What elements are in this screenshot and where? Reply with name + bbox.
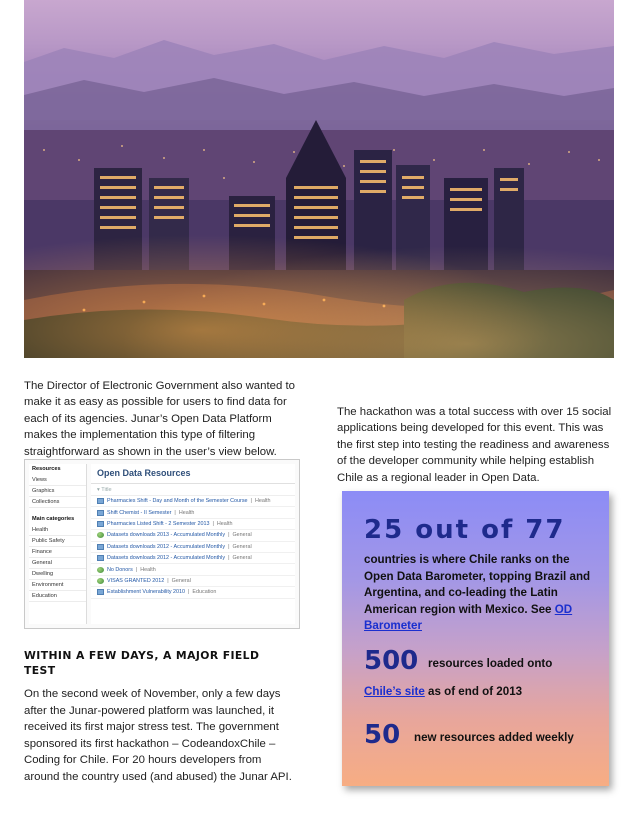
sidebar-heading-categories: Main categories xyxy=(32,516,75,522)
resource-separator: | xyxy=(167,577,169,584)
resource-row[interactable] xyxy=(91,564,295,575)
stat-resources-text: resources loaded onto xyxy=(428,657,553,670)
stats-callout-box xyxy=(342,491,609,786)
stat-resources-date: as of end of 2013 xyxy=(428,685,523,698)
resource-row[interactable] xyxy=(91,587,295,598)
resource-separator: | xyxy=(174,509,176,516)
section-heading-field-test: WITHIN A FEW DAYS, A MAJOR FIELD TEST xyxy=(24,649,260,677)
resource-row[interactable] xyxy=(91,553,295,564)
resource-category: Education xyxy=(192,589,217,596)
resource-rows xyxy=(91,496,295,599)
globe-icon xyxy=(97,532,104,538)
resource-category: Health xyxy=(216,520,233,527)
resource-category: Health xyxy=(254,498,271,505)
resource-title-link[interactable]: Datasets downloads 2013 - Accumulated Monthly xyxy=(107,532,226,539)
panel-title: Open Data Resources xyxy=(91,464,295,484)
sidebar-item-environment[interactable]: Environment xyxy=(29,580,86,591)
stat-weekly-text: new resources added weekly xyxy=(414,731,574,744)
sidebar-item-health[interactable]: Health xyxy=(29,525,86,536)
resource-row[interactable] xyxy=(91,530,295,541)
resource-row[interactable] xyxy=(91,496,295,507)
resource-title-link[interactable]: Datasets downloads 2012 - Accumulated Monthly xyxy=(107,555,226,562)
sidebar-item-views[interactable]: Views xyxy=(29,475,86,486)
resource-separator: | xyxy=(228,532,230,539)
sidebar-item-finance[interactable]: Finance xyxy=(29,547,86,558)
resource-title-link[interactable]: No Donors xyxy=(107,566,133,573)
resource-category: General xyxy=(232,532,252,539)
resource-category: Health xyxy=(178,509,195,516)
sidebar-item-education[interactable]: Education xyxy=(29,591,86,602)
globe-icon xyxy=(97,567,104,573)
stat-rank-number: 25 out of 77 xyxy=(364,515,566,545)
resources-list-panel xyxy=(91,464,295,624)
resource-row[interactable] xyxy=(91,576,295,587)
resource-title-link[interactable]: VISAS GRANTED 2012 xyxy=(107,577,165,584)
resource-title-link[interactable]: Datasets downloads 2012 - Accumulated Monthly xyxy=(107,543,226,550)
resource-title-link[interactable]: Pharmacies Shift - Day and Month of the Semester Course xyxy=(107,498,248,505)
resource-separator: | xyxy=(250,498,252,505)
intro-paragraph-right: The hackathon was a total success with over 15 social applications being developed for this event. This was the first step into testing the readiness and awareness of the developer community while helping establish Chile as a regional leader in Open Data. xyxy=(337,406,612,484)
document-icon xyxy=(97,555,104,561)
resource-category: General xyxy=(232,543,252,550)
document-icon xyxy=(97,589,104,595)
sidebar-item-graphics[interactable]: Graphics xyxy=(29,486,86,497)
sidebar-heading-resources: Resources xyxy=(32,466,61,472)
stat-resources-number: 500 xyxy=(364,646,419,676)
field-test-paragraph: On the second week of November, only a few days after the Junar-powered platform was launched, it received its first major stress test. The government sponsored its first hackathon – CodeandoxChile – Coding for Chile. For 20 hours developers from around the country used (and abused) the Junar API. xyxy=(24,688,292,783)
resources-sidebar xyxy=(29,464,87,624)
od-barometer-link[interactable]: OD Barometer xyxy=(364,602,573,633)
sort-icon: ▾ xyxy=(97,487,102,493)
resource-title-link[interactable]: Establishment Vulnerability 2010 xyxy=(107,589,186,596)
resource-category: General xyxy=(232,555,252,562)
resource-separator: | xyxy=(212,520,214,527)
hero-city-photo xyxy=(24,0,614,358)
sidebar-item-public-safety[interactable]: Public Safety xyxy=(29,536,86,547)
sidebar-item-general[interactable]: General xyxy=(29,558,86,569)
chile-site-link[interactable]: Chile’s site xyxy=(364,685,425,698)
city-light-glow xyxy=(24,218,614,358)
sidebar-item-collections[interactable]: Collections xyxy=(29,497,86,508)
resource-category: Health xyxy=(140,566,156,573)
document-icon xyxy=(97,498,104,504)
stat-rank-description xyxy=(364,552,596,635)
sidebar-item-dwelling[interactable]: Dwelling xyxy=(29,569,86,580)
stat-resources-source xyxy=(364,684,596,701)
resource-separator: | xyxy=(135,566,138,573)
column-header-title[interactable] xyxy=(91,484,295,496)
resource-title-link[interactable]: Shift Chemist - II Semester xyxy=(107,509,172,516)
document-icon xyxy=(97,544,104,550)
resource-separator: | xyxy=(228,543,230,550)
document-icon xyxy=(97,521,104,527)
resource-row[interactable] xyxy=(91,507,295,518)
open-data-resources-screenshot xyxy=(24,459,300,629)
resource-separator: | xyxy=(228,555,230,562)
resource-category: General xyxy=(171,577,191,584)
stat-rank-text: countries is where Chile ranks on the Open Data Barometer, topping Brazil and Argentina, and co-leading the Latin American region with Mexico. See xyxy=(364,553,591,616)
resource-title-link[interactable]: Pharmacies Listed Shift - 2 Semester 2013 xyxy=(107,520,210,527)
stat-weekly-number: 50 xyxy=(364,720,401,750)
globe-icon xyxy=(97,578,104,584)
document-icon xyxy=(97,510,104,516)
resource-row[interactable] xyxy=(91,519,295,530)
resource-row[interactable] xyxy=(91,542,295,553)
column-header-label: Title xyxy=(101,487,112,493)
intro-paragraph-left: The Director of Electronic Government also wanted to make it as easy as possible for users to find data for each of its agencies. Junar’s Open Data Platform makes the implementation this type of filtering straightforward as shown in the user’s view below. xyxy=(24,380,295,458)
resource-separator: | xyxy=(188,589,190,596)
